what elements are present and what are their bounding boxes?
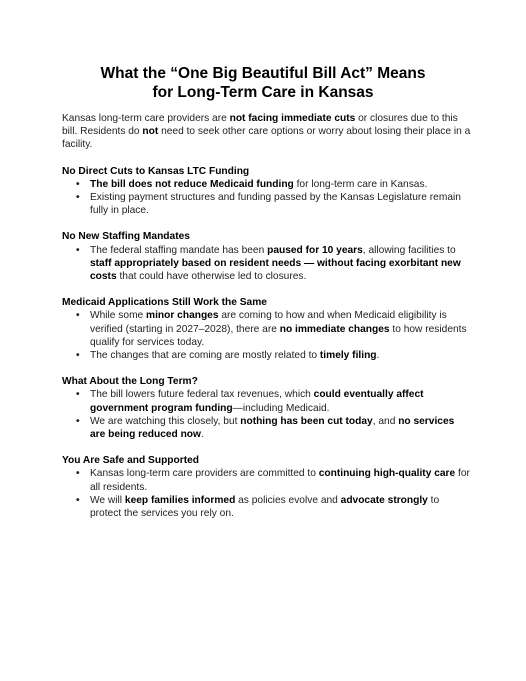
bold-text-run: could eventually affect government program funding bbox=[90, 389, 424, 414]
bullet-list bbox=[62, 309, 472, 362]
bold-text-run: keep families informed bbox=[124, 494, 236, 506]
section bbox=[62, 454, 472, 520]
bold-text-run: paused for 10 years bbox=[267, 244, 363, 256]
intro-paragraph bbox=[62, 112, 472, 152]
section bbox=[62, 296, 472, 362]
text-run: need to seek other care options or worry about losing their place in a facility. bbox=[62, 126, 471, 151]
bold-text-run: timely filing bbox=[319, 350, 377, 362]
text-run: The federal staffing mandate has been bbox=[90, 244, 268, 256]
bullet-item bbox=[90, 388, 472, 414]
text-run: are coming to how and when Medicaid eligibility is verified (starting in 2027–2028), there are bbox=[90, 310, 447, 335]
text-run: , allowing facilities to bbox=[362, 244, 456, 256]
text-run: for all residents. bbox=[90, 468, 470, 493]
section-heading: Medicaid Applications Still Work the Same bbox=[62, 297, 267, 309]
text-run: Kansas long-term care providers are bbox=[62, 113, 230, 124]
text-run: to protect the services you rely on. bbox=[90, 494, 440, 520]
text-run: Kansas long-term care providers are committed to bbox=[90, 468, 319, 480]
text-run: . bbox=[376, 350, 380, 362]
text-run: for long-term care in Kansas. bbox=[293, 178, 428, 190]
bold-text-run: not facing immediate cuts bbox=[229, 113, 356, 124]
bullet-item bbox=[90, 244, 472, 284]
text-run: . bbox=[200, 429, 204, 441]
bold-text-run: staff appropriately based on resident needs — without facing exorbitant new costs bbox=[90, 257, 461, 283]
title-line-1: What the “One Big Beautiful Bill Act” Means bbox=[100, 65, 426, 82]
text-run: or closures due to this bill. Residents do bbox=[62, 113, 458, 138]
bold-text-run: not bbox=[142, 126, 159, 138]
page-title bbox=[0, 64, 526, 102]
bullet-list bbox=[62, 178, 472, 218]
text-run: Existing payment structures and funding passed by the Kansas Legislature remain fully in place. bbox=[90, 192, 461, 217]
bold-text-run: advocate strongly bbox=[340, 494, 428, 506]
section-heading: No Direct Cuts to Kansas LTC Funding bbox=[62, 165, 250, 177]
bullet-item bbox=[90, 309, 472, 349]
text-run: The bill lowers future federal tax revenues, which bbox=[90, 389, 314, 401]
text-run: The changes that are coming are mostly related to bbox=[90, 350, 320, 362]
bold-text-run: minor changes bbox=[146, 310, 219, 322]
text-run: We are watching this closely, but bbox=[90, 415, 241, 427]
bold-text-run: no immediate changes bbox=[279, 323, 390, 335]
text-run: We will bbox=[90, 494, 125, 506]
sections-container bbox=[62, 165, 472, 521]
bullet-list bbox=[62, 388, 472, 441]
document-body bbox=[62, 112, 472, 533]
section bbox=[62, 375, 472, 441]
text-run: —including Medicaid. bbox=[232, 402, 330, 414]
bullet-list bbox=[62, 244, 472, 284]
section-heading: No New Staffing Mandates bbox=[62, 231, 190, 243]
bullet-item bbox=[90, 349, 472, 362]
text-run: to how residents qualify for services today. bbox=[90, 323, 467, 348]
text-run: While some bbox=[90, 310, 147, 322]
bullet-item bbox=[90, 494, 472, 520]
bullet-item bbox=[90, 415, 472, 441]
bold-text-run: no services are being reduced now bbox=[90, 415, 455, 441]
section bbox=[62, 230, 472, 283]
section-heading: What About the Long Term? bbox=[62, 376, 198, 388]
text-run: as policies evolve and bbox=[235, 494, 341, 506]
section bbox=[62, 165, 472, 218]
bold-text-run: nothing has been cut today bbox=[240, 415, 373, 427]
text-run: , and bbox=[372, 415, 399, 427]
bullet-item bbox=[90, 191, 472, 217]
bullet-item bbox=[90, 178, 472, 191]
title-line-2: for Long-Term Care in Kansas bbox=[152, 84, 374, 101]
bullet-item bbox=[90, 467, 472, 493]
section-heading: You Are Safe and Supported bbox=[62, 455, 199, 467]
bullet-list bbox=[62, 467, 472, 520]
bold-text-run: continuing high-quality care bbox=[318, 468, 456, 480]
bold-text-run: The bill does not reduce Medicaid funding bbox=[90, 178, 294, 190]
text-run: that could have otherwise led to closures. bbox=[116, 271, 307, 283]
